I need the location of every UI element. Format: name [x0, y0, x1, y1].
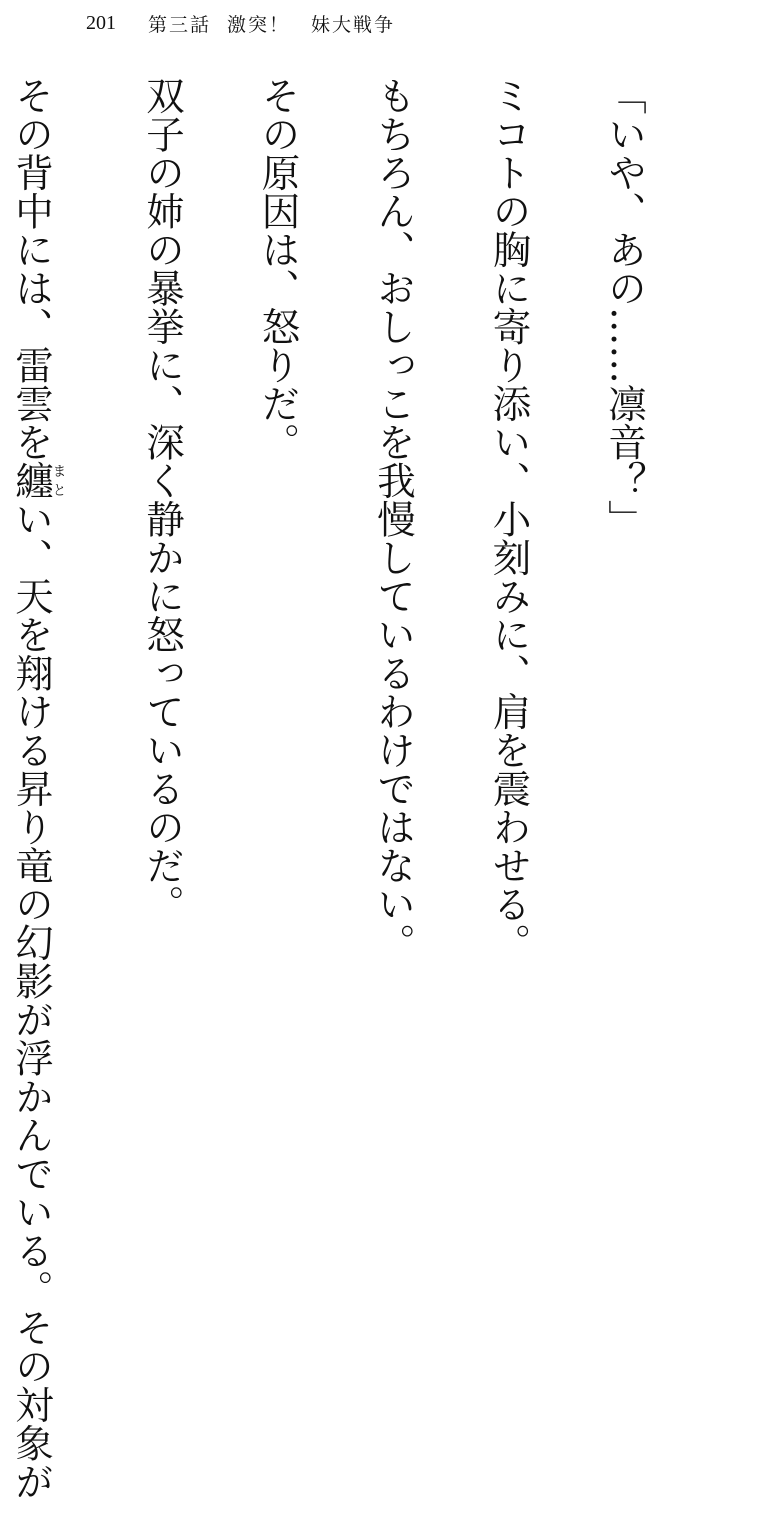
chapter-number: 第三話 — [148, 13, 212, 36]
chapter-title: 激突！ 妹大戦争 — [227, 13, 396, 36]
text-line: 双子の姉の暴挙に、深く静かに怒っているのだ。 — [140, 76, 185, 923]
text-line: その原因は、怒りだ。 — [255, 76, 301, 461]
vertical-text-body — [9, 76, 720, 1501]
running-head — [86, 10, 395, 36]
text-line: ミコトの胸に寄り添い、小刻みに、肩を震わせる。 — [486, 76, 532, 962]
text-line: もちろん、おしっこを我慢しているわけではない。 — [371, 76, 416, 962]
ruby-text: まと — [50, 461, 67, 500]
ruby-annotation: 纏まと — [9, 461, 67, 500]
text-line-with-ruby: その背中には、雷雲を纏まとい、天を翔ける昇り竜の幻影が浮かんでいる。その対象が — [9, 76, 67, 1501]
text-line: 「いや、あの……凛音？」 — [602, 76, 647, 538]
page-number: 201 — [86, 11, 116, 34]
